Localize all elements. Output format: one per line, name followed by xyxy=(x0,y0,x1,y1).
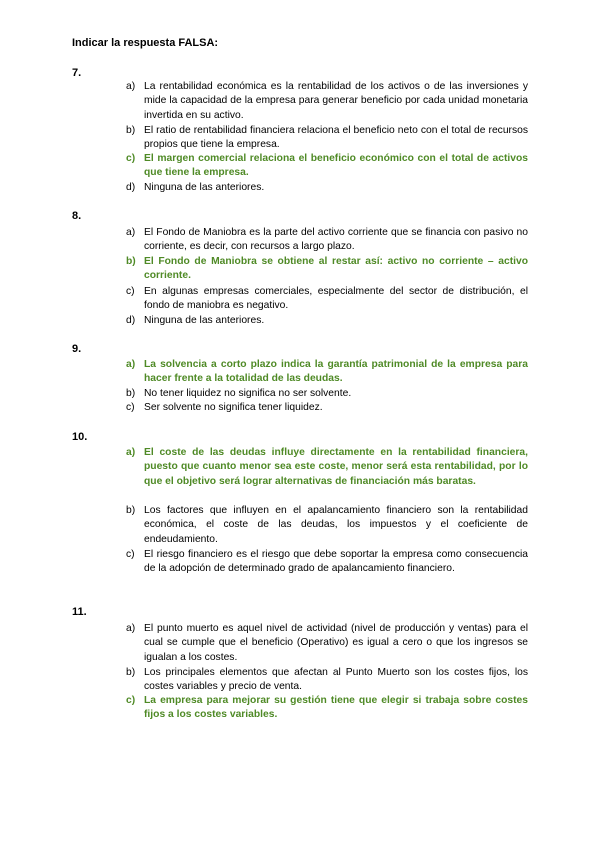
option-letter: c) xyxy=(126,549,135,560)
option-letter: a) xyxy=(126,227,136,238)
option-text: El coste de las deudas influye directamente en la rentabilidad financiera, puesto que cuanto menor sea este coste, menor será esta rentabilidad, por lo que el objetivo será lograr alternativas de financiación más baratas. xyxy=(144,447,528,487)
option-letter: c) xyxy=(126,286,135,297)
option-letter: d) xyxy=(126,182,136,193)
question-number-8: 8. xyxy=(72,210,82,222)
option-text: El punto muerto es aquel nivel de actividad (nivel de producción y ventas) para el cual se cumple que el beneficio (Operativo) es igual a cero o que los ingresos se igualan a los costes. xyxy=(144,623,528,663)
q10-option-c xyxy=(126,548,528,577)
q9-option-b xyxy=(126,387,528,401)
q10-option-a-answer xyxy=(126,446,528,489)
option-text: El Fondo de Maniobra es la parte del activo corriente que se financia con pasivo no corriente, es decir, con recursos a largo plazo. xyxy=(144,227,528,253)
option-letter: b) xyxy=(126,256,136,267)
question-number-9: 9. xyxy=(72,343,82,355)
q7-option-d xyxy=(126,181,528,195)
option-letter: b) xyxy=(126,125,136,136)
option-letter: b) xyxy=(126,388,136,399)
option-text: La empresa para mejorar su gestión tiene que elegir si trabaja sobre costes fijos a los costes variables. xyxy=(144,695,528,721)
q7-option-b xyxy=(126,124,528,153)
option-text: El riesgo financiero es el riesgo que debe soportar la empresa como consecuencia de la adopción de determinado grado de apalancamiento financiero. xyxy=(144,549,528,575)
q8-option-a xyxy=(126,226,528,255)
option-letter: a) xyxy=(126,623,136,634)
q11-option-c-answer xyxy=(126,694,528,723)
page-title: Indicar la respuesta FALSA: xyxy=(72,37,219,49)
q7-option-c-answer xyxy=(126,152,528,181)
option-text: Ninguna de las anteriores. xyxy=(144,182,265,193)
option-letter: b) xyxy=(126,667,136,678)
option-text: El Fondo de Maniobra se obtiene al restar así: activo no corriente – activo corriente. xyxy=(144,256,528,282)
option-text: En algunas empresas comerciales, especialmente del sector de distribución, el fondo de maniobra es negativo. xyxy=(144,286,528,312)
option-letter: c) xyxy=(126,153,136,164)
q7-option-a xyxy=(126,80,528,123)
option-letter: d) xyxy=(126,315,136,326)
q8-option-c xyxy=(126,285,528,314)
option-text: No tener liquidez no significa no ser solvente. xyxy=(144,388,352,399)
option-text: La solvencia a corto plazo indica la garantía patrimonial de la empresa para hacer frente a la totalidad de las deudas. xyxy=(144,359,528,385)
option-text: El ratio de rentabilidad financiera relaciona el beneficio neto con el total de recursos propios que tiene la empresa. xyxy=(144,125,528,151)
question-number-10: 10. xyxy=(72,431,88,443)
option-letter: a) xyxy=(126,81,136,92)
q8-option-b-answer xyxy=(126,255,528,284)
q11-option-a xyxy=(126,622,528,665)
q10-option-b xyxy=(126,504,528,547)
option-letter: b) xyxy=(126,505,136,516)
option-letter: c) xyxy=(126,402,135,413)
option-text: Los factores que influyen en el apalancamiento financiero son la rentabilidad económica, el coste de las deudas, los impuestos y el coeficiente de endeudamiento. xyxy=(144,505,528,545)
option-text: Los principales elementos que afectan al Punto Muerto son los costes fijos, los costes variables y precio de venta. xyxy=(144,667,528,693)
option-text: La rentabilidad económica es la rentabilidad de los activos o de las inversiones y mide la capacidad de la empresa para generar beneficio por cada unidad monetaria invertida en su activo. xyxy=(144,81,528,121)
option-letter: a) xyxy=(126,359,136,370)
option-letter: c) xyxy=(126,695,136,706)
question-number-7: 7. xyxy=(72,67,82,79)
option-text: El margen comercial relaciona el beneficio económico con el total de activos que tiene la empresa. xyxy=(144,153,528,179)
q9-option-a-answer xyxy=(126,358,528,387)
option-text: Ser solvente no significa tener liquidez. xyxy=(144,402,323,413)
q8-option-d xyxy=(126,314,528,328)
option-letter: a) xyxy=(126,447,136,458)
option-text: Ninguna de las anteriores. xyxy=(144,315,265,326)
q9-option-c xyxy=(126,401,528,415)
q11-option-b xyxy=(126,666,528,695)
question-number-11: 11. xyxy=(72,606,87,618)
